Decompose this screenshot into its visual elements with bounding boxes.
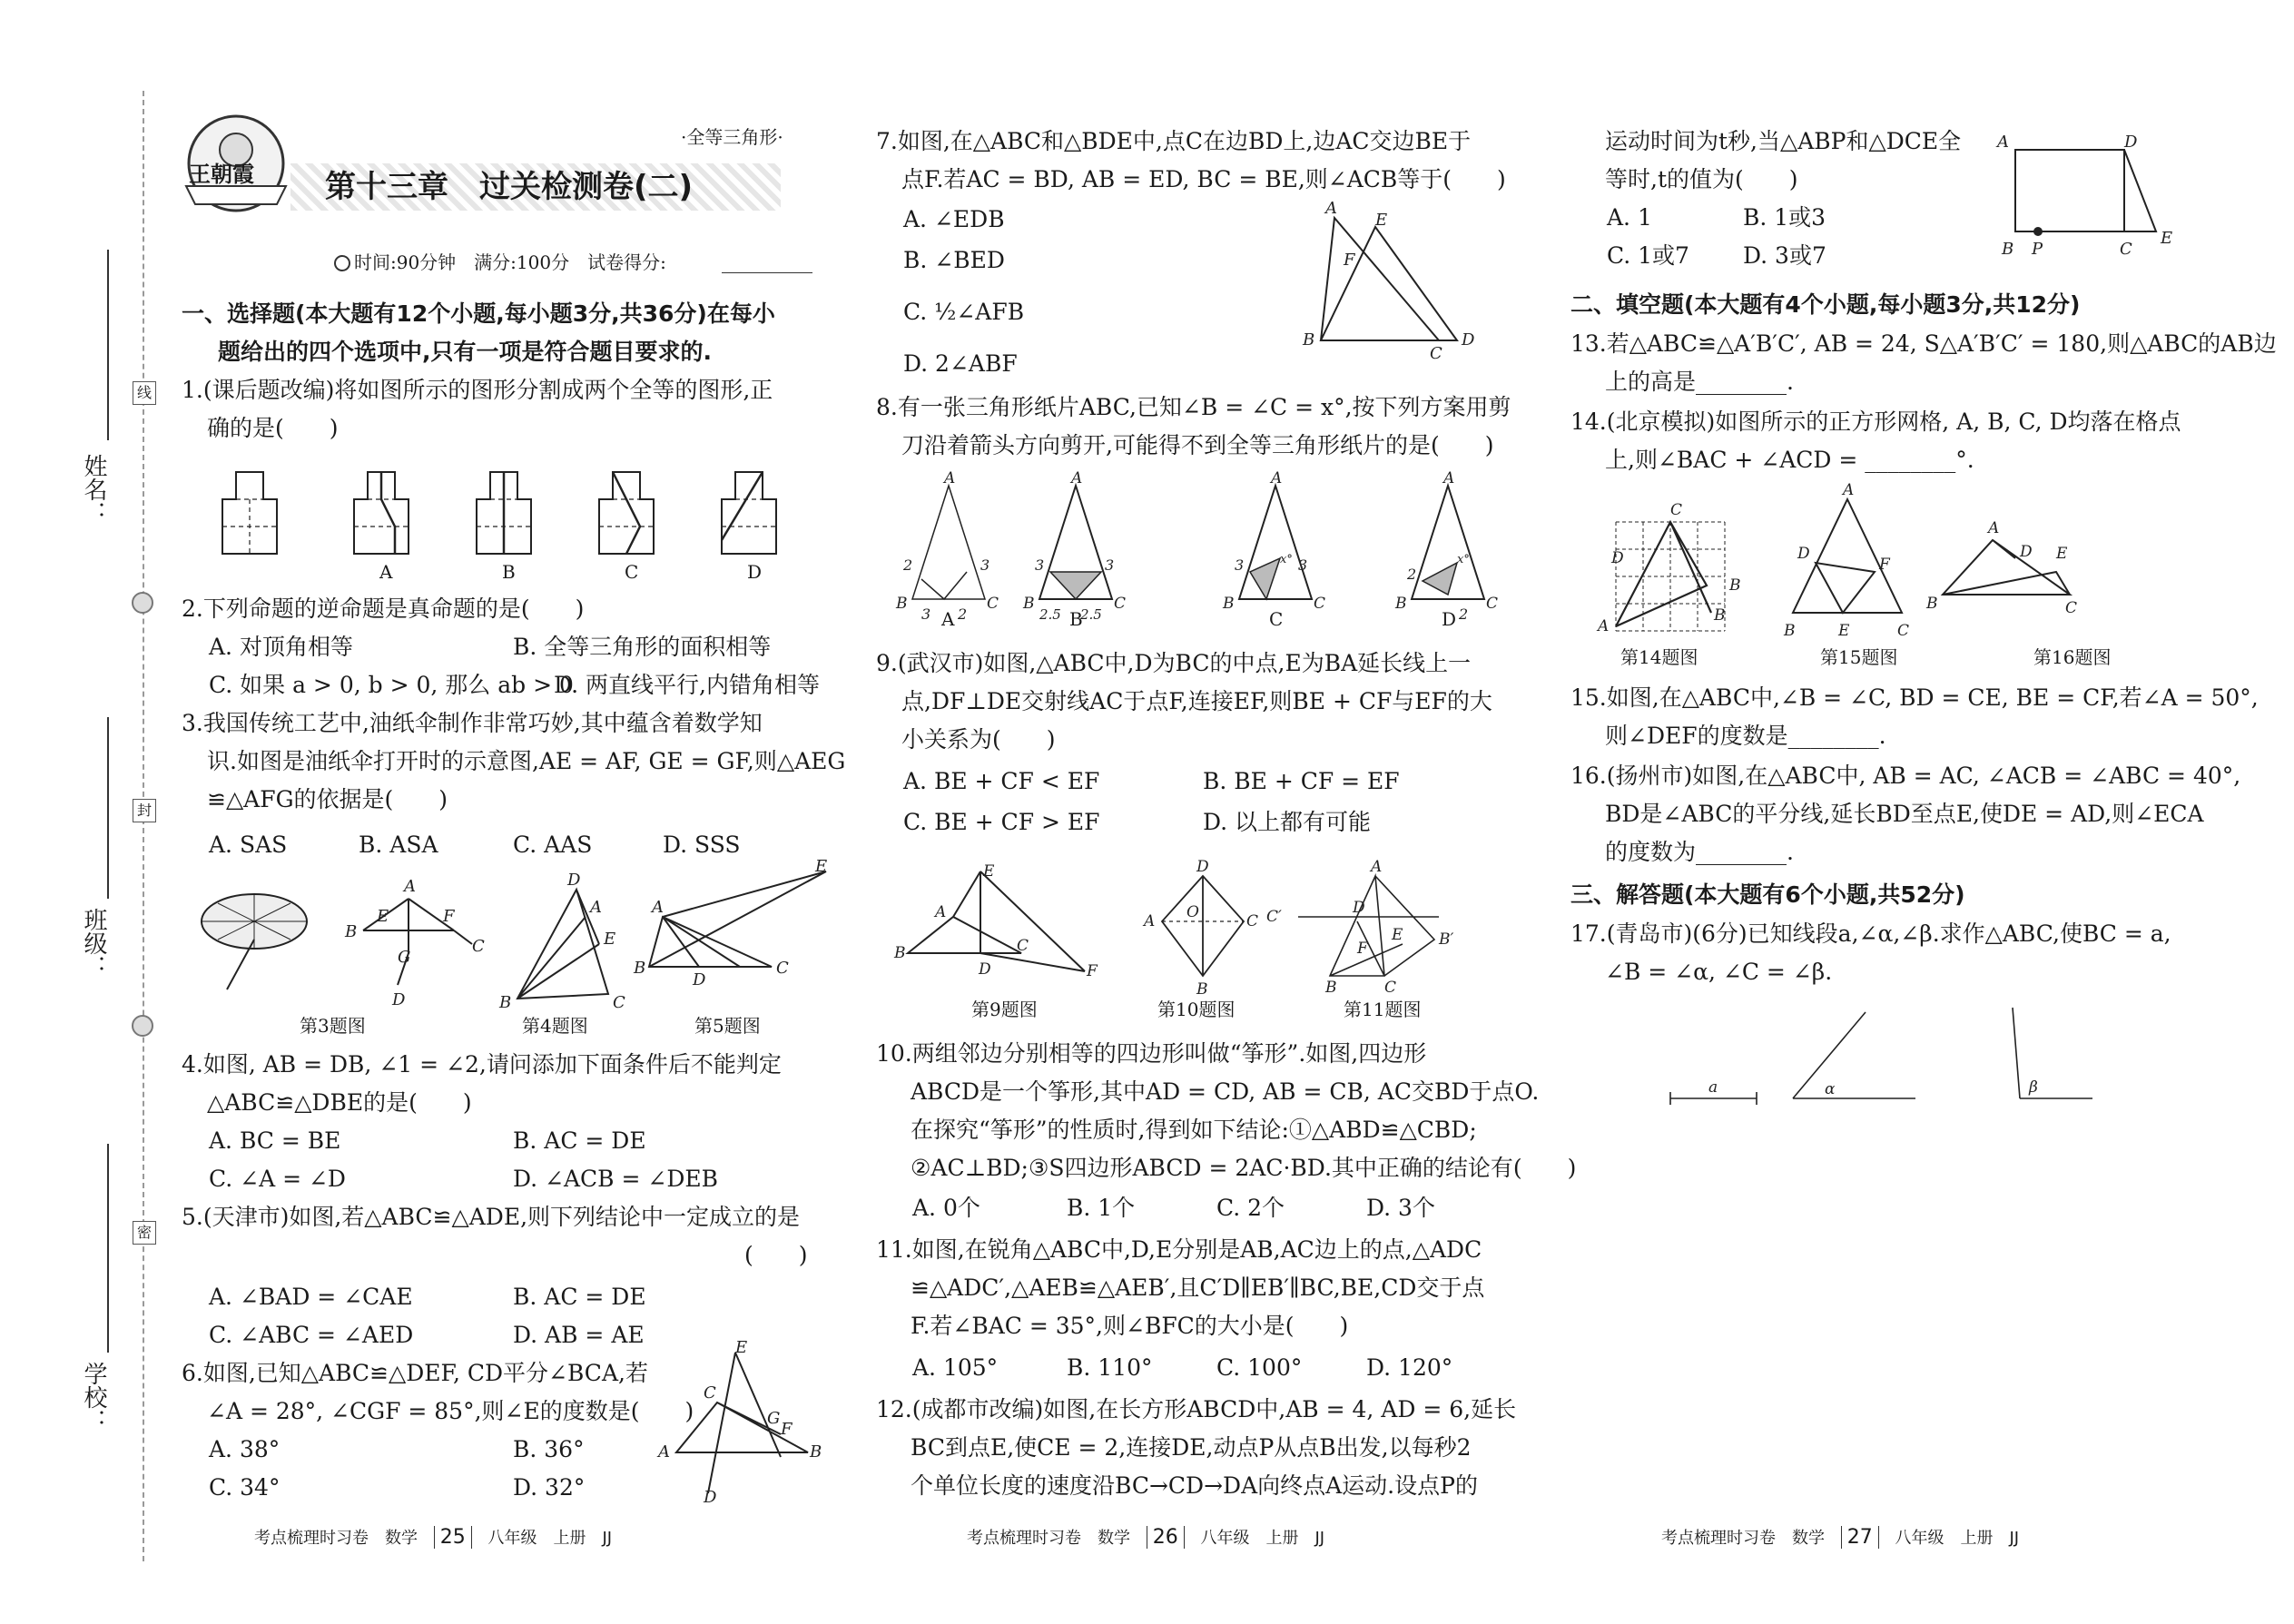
svg-text:E: E (377, 907, 389, 926)
q4-stem: 4.如图, AB = DB, ∠1 = ∠2,请问添加下面条件后不能判定 (182, 1051, 782, 1078)
svg-text:D: D (1196, 858, 1209, 876)
svg-text:O: O (1186, 903, 1199, 921)
q17-stem: 17.(青岛市)(6分)已知线段a,∠α,∠β.求作△ABC,使BC = a, (1570, 920, 2171, 947)
q10-stem-cont2: 在探究“筝形”的性质时,得到如下结论:①△ABD≌△CBD; (911, 1117, 1477, 1143)
q8-stem-cont: 刀沿着箭头方向剪开,可能得不到全等三角形纸片的是( ) (901, 432, 1494, 458)
q6-option-b[interactable]: B. 36° (513, 1436, 585, 1462)
q8-caption-a: A (941, 608, 955, 630)
q8-option-b-fig (1022, 469, 1126, 623)
svg-text:B: B (1303, 330, 1315, 349)
svg-text:C: C (1114, 595, 1127, 613)
svg-text:C: C (472, 937, 485, 956)
q3-stem-cont2: ≌△AFG的依据是( ) (207, 786, 448, 812)
q16-stem-cont: BD是∠ABC的平分线,延长BD至点E,使DE = AD,则∠ECA (1605, 801, 2204, 827)
angle-alpha (1793, 1012, 1915, 1098)
svg-text:3: 3 (1235, 556, 1245, 574)
q9-option-b[interactable]: B. BE + CF = EF (1203, 768, 1400, 794)
footer-27 (1661, 1525, 2019, 1549)
q7-stem-cont: 点F.若AC = BD, AB = ED, BC = BE,则∠ACB等于( ) (901, 166, 1506, 192)
svg-text:B: B (1784, 622, 1796, 640)
svg-text:D: D (704, 1488, 717, 1507)
q6-option-c[interactable]: C. 34° (209, 1474, 281, 1501)
q9-option-a[interactable]: A. BE + CF < EF (903, 768, 1100, 794)
svg-text:3: 3 (921, 605, 931, 623)
q8-option-figures (894, 469, 1511, 635)
fig4-caption: 第4题图 (522, 1015, 588, 1037)
svg-text:3: 3 (1105, 556, 1115, 574)
seal-mi: 密 (133, 1221, 156, 1245)
q1-caption-a: A (379, 561, 393, 583)
svg-text:E: E (604, 930, 616, 949)
q1-caption-b: B (502, 561, 516, 583)
q9-option-c[interactable]: C. BE + CF > EF (903, 809, 1100, 835)
svg-text:F: F (781, 1420, 793, 1439)
q1-figures (200, 449, 817, 576)
fig3-caption: 第3题图 (300, 1015, 366, 1037)
q13-stem: 13.若△ABC≌△A′B′C′, AB = 24, S△A′B′C′ = 180,则△ABC的AB边 (1570, 330, 2277, 357)
q7-option-b[interactable]: B. ∠BED (903, 247, 1005, 273)
q1-stem: 1.(课后题改编)将如图所示的图形分割成两个全等的图形,正 (182, 377, 773, 403)
q8-stem: 8.有一张三角形纸片ABC,已知∠B = ∠C = x°,按下列方案用剪 (876, 394, 1511, 420)
q6-fig (654, 1338, 826, 1507)
section-1-heading: 一、选择题(本大题有12个小题,每小题3分,共36分)在每小 (182, 300, 775, 327)
svg-text:A: A (1843, 481, 1855, 499)
svg-text:A: A (1988, 519, 2000, 537)
angle-beta (2013, 1008, 2092, 1098)
svg-text:A: A (1144, 912, 1156, 930)
svg-text:B: B (1023, 595, 1035, 613)
q10-stem: 10.两组邻边分别相等的四边形叫做“筝形”.如图,四边形 (876, 1040, 1427, 1067)
segment-a (1670, 1078, 1757, 1105)
svg-text:A: A (935, 903, 947, 921)
svg-text:C: C (1384, 979, 1397, 997)
school-underline[interactable] (107, 1144, 109, 1353)
svg-text:2: 2 (958, 605, 968, 623)
footer-book: 考点梳理时习卷 数学 (1661, 1529, 1825, 1548)
q2-stem: 2.下列命题的逆命题是真命题的是( ) (182, 595, 585, 622)
svg-text:C: C (1017, 937, 1029, 955)
svg-text:a: a (1708, 1078, 1718, 1097)
page-number: 25 (434, 1526, 472, 1549)
logo (172, 109, 309, 227)
svg-text:2: 2 (1459, 605, 1469, 623)
q5-option-d[interactable]: D. AB = AE (513, 1322, 645, 1348)
q3-option-d[interactable]: D. SSS (663, 832, 741, 858)
q7-option-c[interactable]: C. ½∠AFB (903, 299, 1025, 325)
footer-grade: 八年级 上册 JJ (1895, 1529, 2020, 1548)
q4-option-c[interactable]: C. ∠A = ∠D (209, 1166, 346, 1192)
svg-text:E: E (983, 862, 995, 881)
q11-stem-cont: ≌△ADC′,△AEB≌△AEB′,且C′D∥EB′∥BC,BE,CD交于点 (911, 1275, 1485, 1301)
svg-text:F: F (1344, 251, 1355, 270)
section-3-heading: 三、解答题(本大题有6个小题,共52分) (1570, 881, 1965, 908)
fig11-caption: 第11题图 (1344, 999, 1422, 1020)
svg-text:A: A (1071, 469, 1083, 487)
q1-caption-d: D (747, 561, 763, 583)
svg-text:B: B (1325, 979, 1337, 997)
q3-stem-cont: 识.如图是油纸伞打开时的示意图,AE = AF, GE = GF,则△AEG (207, 748, 846, 774)
fig9-caption: 第9题图 (971, 999, 1038, 1020)
q2-option-d[interactable]: D. 两直线平行,内错角相等 (554, 672, 820, 698)
q12-stem-cont2: 个单位长度的速度沿BC→CD→DA向终点A运动.设点P的 (911, 1472, 1478, 1499)
binding-hole-icon (132, 592, 153, 614)
svg-text:A: A (1443, 469, 1455, 487)
q11-option-b[interactable]: B. 110° (1067, 1354, 1153, 1381)
svg-text:B: B (499, 993, 512, 1012)
svg-text:C: C (2120, 240, 2132, 259)
q6-stem-cont: ∠A = 28°, ∠CGF = 85°,则∠E的度数是( ) (207, 1398, 694, 1424)
footer-book: 考点梳理时习卷 数学 (254, 1529, 418, 1548)
topic-label: ·全等三角形· (681, 126, 783, 148)
page-27 (1570, 0, 2277, 1624)
binding-margin (0, 0, 154, 1624)
svg-text:3: 3 (1298, 556, 1308, 574)
svg-text:D: D (2124, 133, 2138, 152)
q10-stem-cont: ABCD是一个筝形,其中AD = CD, AB = CB, AC交BD于点O. (911, 1078, 1540, 1105)
page-number: 26 (1147, 1526, 1185, 1549)
exam-meta: 时间:90分钟 满分:100分 试卷得分: (354, 251, 666, 273)
svg-text:G: G (767, 1409, 781, 1428)
section-2-heading: 二、填空题(本大题有4个小题,每小题3分,共12分) (1570, 291, 2081, 318)
q3-option-c[interactable]: C. AAS (513, 832, 593, 858)
svg-text:E: E (2056, 545, 2068, 563)
q14-stem: 14.(北京模拟)如图所示的正方形网格, A, B, C, D均落在格点 (1570, 408, 2181, 435)
svg-text:β: β (2029, 1078, 2038, 1097)
class-label: 班级： (80, 908, 107, 979)
svg-text:3: 3 (980, 556, 990, 574)
q1-caption-c: C (625, 561, 639, 583)
q12-option-d[interactable]: D. 3或7 (1743, 242, 1826, 269)
q5-fig (633, 857, 827, 989)
q4-option-d[interactable]: D. ∠ACB = ∠DEB (513, 1166, 719, 1192)
q3-stem: 3.我国传统工艺中,油纸伞制作非常巧妙,其中蕴含着数学知 (182, 710, 763, 736)
q5-option-c[interactable]: C. ∠ABC = ∠AED (209, 1322, 414, 1348)
svg-text:A: A (1271, 469, 1283, 487)
q2-option-a[interactable]: A. 对顶角相等 (209, 634, 353, 660)
fig15-caption: 第15题图 (1820, 646, 1898, 668)
dashed-cut-line (143, 91, 144, 1561)
q5-option-b[interactable]: B. AC = DE (513, 1284, 646, 1310)
q12-stem-cont: BC到点E,使CE = 2,连接DE,动点P从点B出发,以每秒2 (911, 1434, 1472, 1461)
chapter-title: 第十三章 过关检测卷(二) (325, 169, 694, 205)
q4-fig (498, 871, 625, 1012)
svg-text:A: A (1371, 858, 1383, 876)
q11-option-c[interactable]: C. 100° (1216, 1354, 1303, 1381)
q4-stem-cont: △ABC≌△DBE的是( ) (207, 1089, 472, 1116)
q9-stem-cont: 点,DF⊥DE交射线AC于点F,连接EF,则BE + CF与EF的大 (901, 688, 1492, 714)
class-underline[interactable] (107, 717, 109, 899)
q10-option-a[interactable]: A. 0个 (912, 1195, 980, 1221)
svg-text:C: C (1314, 595, 1326, 613)
page-number: 27 (1841, 1526, 1879, 1549)
q17-fig (1670, 994, 2142, 1112)
q11-stem-cont2: F.若∠BAC = 35°,则∠BFC的大小是( ) (911, 1313, 1349, 1339)
svg-text:D: D (1353, 899, 1365, 917)
q3-option-a[interactable]: A. SAS (209, 832, 288, 858)
svg-text:2: 2 (1407, 566, 1417, 583)
q11-stem: 11.如图,在锐角△ABC中,D,E分别是AB,AC边上的点,△ADC (876, 1236, 1482, 1263)
svg-text:A: A (1325, 199, 1337, 218)
q16-stem: 16.(扬州市)如图,在△ABC中, AB = AC, ∠ACB = ∠ABC = 40°, (1570, 763, 2241, 789)
q16-fig (1925, 519, 2077, 617)
name-label: 姓名： (80, 454, 107, 525)
svg-text:B: B (1729, 576, 1741, 595)
q10-stem-cont3: ②AC⊥BD;③S四边形ABCD = 2AC·BD.其中正确的结论有( ) (911, 1155, 1577, 1181)
q1-option-c-fig (599, 472, 654, 554)
q11-option-d[interactable]: D. 120° (1366, 1354, 1453, 1381)
q9-option-d[interactable]: D. 以上都有可能 (1203, 809, 1372, 835)
svg-text:x°: x° (1457, 553, 1470, 566)
q8-caption-b: B (1069, 608, 1083, 630)
q3-option-b[interactable]: B. ASA (359, 832, 438, 858)
svg-text:B: B (1196, 980, 1208, 999)
q16-stem-cont2: 的度数为________. (1605, 839, 1794, 865)
q6-option-a[interactable]: A. 38° (209, 1436, 281, 1462)
svg-text:A: A (1997, 133, 2009, 152)
svg-text:C: C (2065, 599, 2078, 617)
page-25 (172, 0, 844, 1624)
svg-text:B: B (1223, 595, 1235, 613)
q12-option-c[interactable]: C. 1或7 (1607, 242, 1689, 269)
q10-option-c[interactable]: C. 2个 (1216, 1195, 1285, 1221)
school-label: 学校： (80, 1362, 107, 1432)
svg-text:E: E (1838, 622, 1850, 640)
q6-option-d[interactable]: D. 32° (513, 1474, 586, 1501)
q5-option-a[interactable]: A. ∠BAD = ∠CAE (209, 1284, 413, 1310)
q8-caption-c: C (1269, 608, 1284, 630)
svg-text:C′: C′ (1266, 908, 1282, 926)
footer-grade: 八年级 上册 JJ (1200, 1529, 1325, 1548)
svg-text:B: B (894, 944, 906, 962)
footer-grade: 八年级 上册 JJ (487, 1529, 613, 1548)
q7-fig (1303, 200, 1484, 363)
q15-stem: 15.如图,在△ABC中,∠B = ∠C, BD = CE, BE = CF,若∠A = 50°, (1570, 684, 2259, 711)
q8-option-d-fig (1394, 469, 1498, 623)
name-underline[interactable] (107, 250, 109, 440)
q7-option-d[interactable]: D. 2∠ABF (903, 350, 1018, 377)
svg-text:E: E (735, 1338, 748, 1357)
svg-text:A: A (652, 898, 664, 917)
q9-fig (893, 862, 1098, 980)
q4-option-a[interactable]: A. BC = BE (209, 1127, 341, 1154)
q3-fig (344, 877, 485, 1009)
svg-text:A: A (1598, 617, 1610, 635)
q6-stem: 6.如图,已知△ABC≌△DEF, CD平分∠BCA,若 (182, 1360, 648, 1386)
svg-text:C: C (776, 959, 789, 978)
svg-text:D: D (1462, 330, 1475, 349)
svg-text:A: A (658, 1442, 670, 1462)
q9-stem-cont2: 小关系为( ) (901, 726, 1056, 753)
svg-text:B: B (1926, 595, 1938, 613)
page-26 (876, 0, 1577, 1624)
svg-text:C: C (1670, 501, 1683, 519)
svg-text:B: B (1714, 606, 1726, 625)
q8-option-a-fig (895, 469, 999, 623)
svg-text:B′: B′ (1439, 930, 1454, 949)
q2-option-b[interactable]: B. 全等三角形的面积相等 (513, 634, 772, 660)
q5-stem: 5.(天津市)如图,若△ABC≌△ADE,则下列结论中一定成立的是 (182, 1204, 801, 1230)
svg-text:C: C (1246, 912, 1259, 930)
svg-text:F: F (1879, 556, 1890, 574)
score-blank[interactable] (722, 272, 812, 273)
q14-fig (1596, 499, 1741, 635)
svg-text:D: D (1611, 549, 1624, 567)
q4-option-b[interactable]: B. AC = DE (513, 1127, 646, 1154)
q12-option-b[interactable]: B. 1或3 (1743, 204, 1826, 231)
svg-text:A: A (404, 877, 416, 896)
umbrella-icon (202, 894, 307, 989)
q1-option-d-fig (722, 472, 776, 554)
section-1-heading-cont: 题给出的四个选项中,只有一项是符合题目要求的. (218, 339, 712, 365)
seal-feng: 封 (133, 799, 156, 822)
svg-text:A: A (944, 469, 956, 487)
q13-stem-cont: 上的高是________. (1605, 369, 1794, 395)
svg-text:A: A (590, 898, 602, 917)
binding-hole-icon (132, 1015, 153, 1037)
q2-option-c[interactable]: C. 如果 a > 0, b > 0, 那么 ab > 0 (209, 672, 574, 698)
q10-fig (1142, 858, 1258, 999)
svg-text:G: G (398, 948, 411, 967)
q7-option-a[interactable]: A. ∠EDB (903, 206, 1005, 232)
svg-text:D: D (392, 990, 406, 1009)
q15-fig (1783, 481, 1909, 640)
footer-25 (254, 1525, 612, 1549)
q10-option-d[interactable]: D. 3个 (1366, 1195, 1435, 1221)
svg-text:D: D (693, 970, 706, 989)
svg-text:E: E (815, 857, 828, 876)
svg-text:C: C (1897, 622, 1910, 640)
svg-text:E: E (1392, 926, 1403, 944)
fig5-caption: 第5题图 (694, 1015, 761, 1037)
svg-text:F: F (1087, 962, 1098, 980)
svg-text:B: B (896, 595, 908, 613)
svg-text:P: P (2032, 240, 2043, 259)
seal-xian: 线 (133, 381, 156, 405)
svg-text:2.5: 2.5 (1080, 606, 1102, 623)
q1-stem-cont: 确的是( ) (207, 415, 339, 441)
svg-text:B: B (1395, 595, 1407, 613)
q12-option-a[interactable]: A. 1 (1607, 204, 1652, 231)
svg-text:2: 2 (903, 556, 913, 574)
svg-text:D: D (2020, 543, 2033, 561)
svg-text:B: B (810, 1442, 822, 1462)
q9-11-figures (894, 858, 1530, 1003)
footer-book: 考点梳理时习卷 数学 (967, 1529, 1130, 1548)
svg-text:C: C (1486, 595, 1499, 613)
svg-text:x°: x° (1280, 553, 1293, 566)
svg-text:B: B (345, 922, 358, 941)
svg-text:α: α (1825, 1080, 1836, 1098)
q8-option-c-fig (1222, 469, 1325, 613)
q12-stem-cont4: 等时,t的值为( ) (1605, 166, 1798, 192)
svg-text:B: B (634, 959, 646, 978)
fig14-caption: 第14题图 (1620, 646, 1698, 668)
footer-26 (967, 1525, 1324, 1549)
svg-text:C: C (1430, 344, 1442, 363)
svg-text:B: B (2002, 240, 2014, 259)
q14-16-figures (1580, 481, 2251, 658)
fig10-caption: 第10题图 (1157, 999, 1236, 1020)
q11-fig (1266, 858, 1453, 997)
svg-text:D: D (979, 960, 991, 979)
svg-text:2.5: 2.5 (1039, 606, 1061, 623)
svg-text:F: F (1357, 940, 1368, 958)
svg-text:F: F (443, 907, 455, 926)
q11-option-a[interactable]: A. 105° (912, 1354, 999, 1381)
q9-stem: 9.(武汉市)如图,△ABC中,D为BC的中点,E为BA延长线上一 (876, 650, 1472, 676)
svg-text:D: D (1797, 545, 1810, 563)
svg-text:D: D (567, 871, 581, 890)
svg-text:E: E (2161, 229, 2173, 248)
q3-5-figures (191, 857, 828, 1017)
logo-text: 王朝霞 (189, 162, 254, 187)
q12-fig (1997, 127, 2188, 263)
fig16-caption: 第16题图 (2033, 646, 2112, 668)
svg-text:E: E (1375, 211, 1388, 230)
q5-answer-bracket[interactable]: ( ) (744, 1242, 808, 1268)
svg-text:C: C (613, 993, 625, 1012)
q12-stem: 12.(成都市改编)如图,在长方形ABCD中,AB = 4, AD = 6,延长 (876, 1396, 1517, 1422)
svg-text:C: C (704, 1383, 716, 1403)
q7-stem: 7.如图,在△ABC和△BDE中,点C在边BD上,边AC交边BE于 (876, 128, 1472, 154)
svg-text:C: C (987, 595, 999, 613)
q12-stem-cont3: 运动时间为t秒,当△ABP和△DCE全 (1605, 128, 1962, 154)
q10-option-b[interactable]: B. 1个 (1067, 1195, 1136, 1221)
q14-stem-cont: 上,则∠BAC + ∠ACD = ________°. (1605, 447, 1974, 473)
clock-icon (334, 255, 350, 271)
q17-stem-cont: ∠B = ∠α, ∠C = ∠β. (1605, 959, 1833, 985)
q8-caption-d: D (1442, 608, 1457, 630)
svg-text:3: 3 (1035, 556, 1045, 574)
q15-stem-cont: 则∠DEF的度数是________. (1605, 723, 1886, 749)
